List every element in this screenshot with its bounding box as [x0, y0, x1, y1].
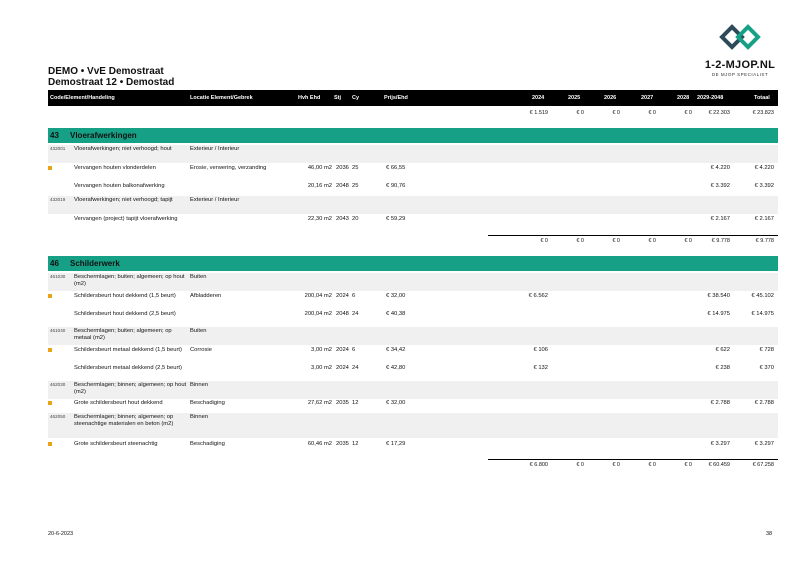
- col-2026-header: 2026: [604, 95, 617, 101]
- section-header-43: [48, 128, 778, 143]
- grand-total-2027: € 0: [648, 110, 656, 116]
- table-row: 432001 Vloerafwerkingen; niet verhoogd; hout Exterieur / Interieur: [48, 145, 778, 163]
- table-row: Vervangen (project) tapijt vloerafwerking 22,30 m2 2043 20 € 59,29 € 2.167 € 2.167: [74, 216, 774, 222]
- section-number: 46: [50, 259, 59, 268]
- col-2028-header: 2028: [677, 95, 690, 101]
- logo-tagline: DE MJOP SPECIALIST: [711, 72, 769, 77]
- table-row: 432019 Vloerafwerkingen; niet verhoogd; tapijt Exterieur / Interieur: [48, 196, 778, 214]
- table-row: Vervangen houten balkonafwerking 20,16 m2 2048 25 € 90,76 € 3.392 € 3.392: [74, 183, 774, 189]
- col-2024-header: 2024: [532, 95, 545, 101]
- col-cycle-header: Cy: [352, 95, 360, 101]
- table-row: 462030 Beschermlagen; binnen; algemeen; op hout (m2) Binnen: [48, 381, 778, 399]
- table-header: [48, 90, 778, 106]
- title-line-2: Demostraat 12 • Demostad: [48, 77, 175, 88]
- grand-total-2028: € 0: [684, 110, 692, 116]
- grand-total-2024: € 1.519: [529, 110, 548, 116]
- status-marker: [48, 294, 52, 298]
- section-number: 43: [50, 131, 59, 140]
- col-price-header: Prijs/Ehd: [384, 95, 408, 101]
- col-qty-header: Hvh Ehd: [298, 95, 321, 101]
- company-logo: [690, 22, 790, 77]
- section-name: Schilderwerk: [70, 259, 120, 268]
- grand-total-total: € 23.823: [752, 110, 774, 116]
- status-marker: [48, 166, 52, 170]
- table-row: Schildersbeurt metaal dekkend (1,5 beurt) Corrosie 3,00 m2 2024 6 € 34,42 € 106 € 622 € 728: [48, 346, 778, 364]
- col-2027-header: 2027: [641, 95, 654, 101]
- section-total-divider: [488, 235, 778, 236]
- table-row: 461030 Beschermlagen; buiten; algemeen; op hout (m2) Buiten: [48, 273, 778, 291]
- grand-total-2026: € 0: [612, 110, 620, 116]
- table-row: Schildersbeurt metaal dekkend (2,5 beurt) 3,00 m2 2024 24 € 42,80 € 132 € 238 € 370: [74, 365, 774, 371]
- status-marker: [48, 442, 52, 446]
- table-row: 462050 Beschermlagen; binnen; algemeen; op steenachtige materialen en beton (m2) Binnen: [48, 413, 778, 438]
- document-title: [48, 66, 174, 88]
- col-2025-header: 2025: [568, 95, 581, 101]
- col-year-header: Stj: [334, 95, 342, 101]
- logo-icon: [718, 22, 762, 52]
- col-range-header: 2029-2048: [697, 95, 724, 101]
- grand-total-range: € 22.303: [708, 110, 730, 116]
- footer-date: 20-6-2023: [48, 531, 74, 537]
- table-row: 461040 Beschermlagen; buiten; algemeen; op metaal (m2) Buiten: [48, 327, 778, 345]
- status-marker: [48, 348, 52, 352]
- col-code-header: Code/Element/Handeling: [50, 95, 115, 101]
- col-location-header: Locatie Element/Gebrek: [190, 95, 253, 101]
- col-total-header: Totaal: [754, 95, 770, 101]
- section-name: Vloerafwerkingen: [70, 131, 137, 140]
- status-marker: [48, 401, 52, 405]
- footer-page-number: 38: [766, 531, 773, 537]
- section-total-divider: [488, 459, 778, 460]
- table-row: Grote schildersbeurt hout dekkend Beschadiging 27,62 m2 2035 12 € 32,00 € 2.788 € 2.788: [48, 399, 778, 411]
- grand-total-2025: € 0: [576, 110, 584, 116]
- table-row: Schildersbeurt hout dekkend (2,5 beurt) 200,04 m2 2048 24 € 40,38 € 14.975 € 14.975: [74, 311, 774, 317]
- title-line-1: DEMO • VvE Demostraat: [48, 66, 164, 77]
- table-row: Schildersbeurt hout dekkend (1,5 beurt) Afbladderen 200,04 m2 2024 6 € 32,00 € 6.562 € 38.540 € 45.102: [48, 292, 778, 310]
- table-row: Vervangen houten vlonderdelen Erosie, verwering, verzanding 46,00 m2 2036 25 € 66,55 € 4.220 € 4.220: [48, 164, 778, 182]
- logo-name: 1-2-MJOP.NL: [704, 59, 776, 71]
- table-row: Grote schildersbeurt steenachtig Beschadiging 60,46 m2 2035 12 € 17,29 € 3.297 € 3.297: [48, 440, 778, 452]
- section-header-46: [48, 256, 778, 271]
